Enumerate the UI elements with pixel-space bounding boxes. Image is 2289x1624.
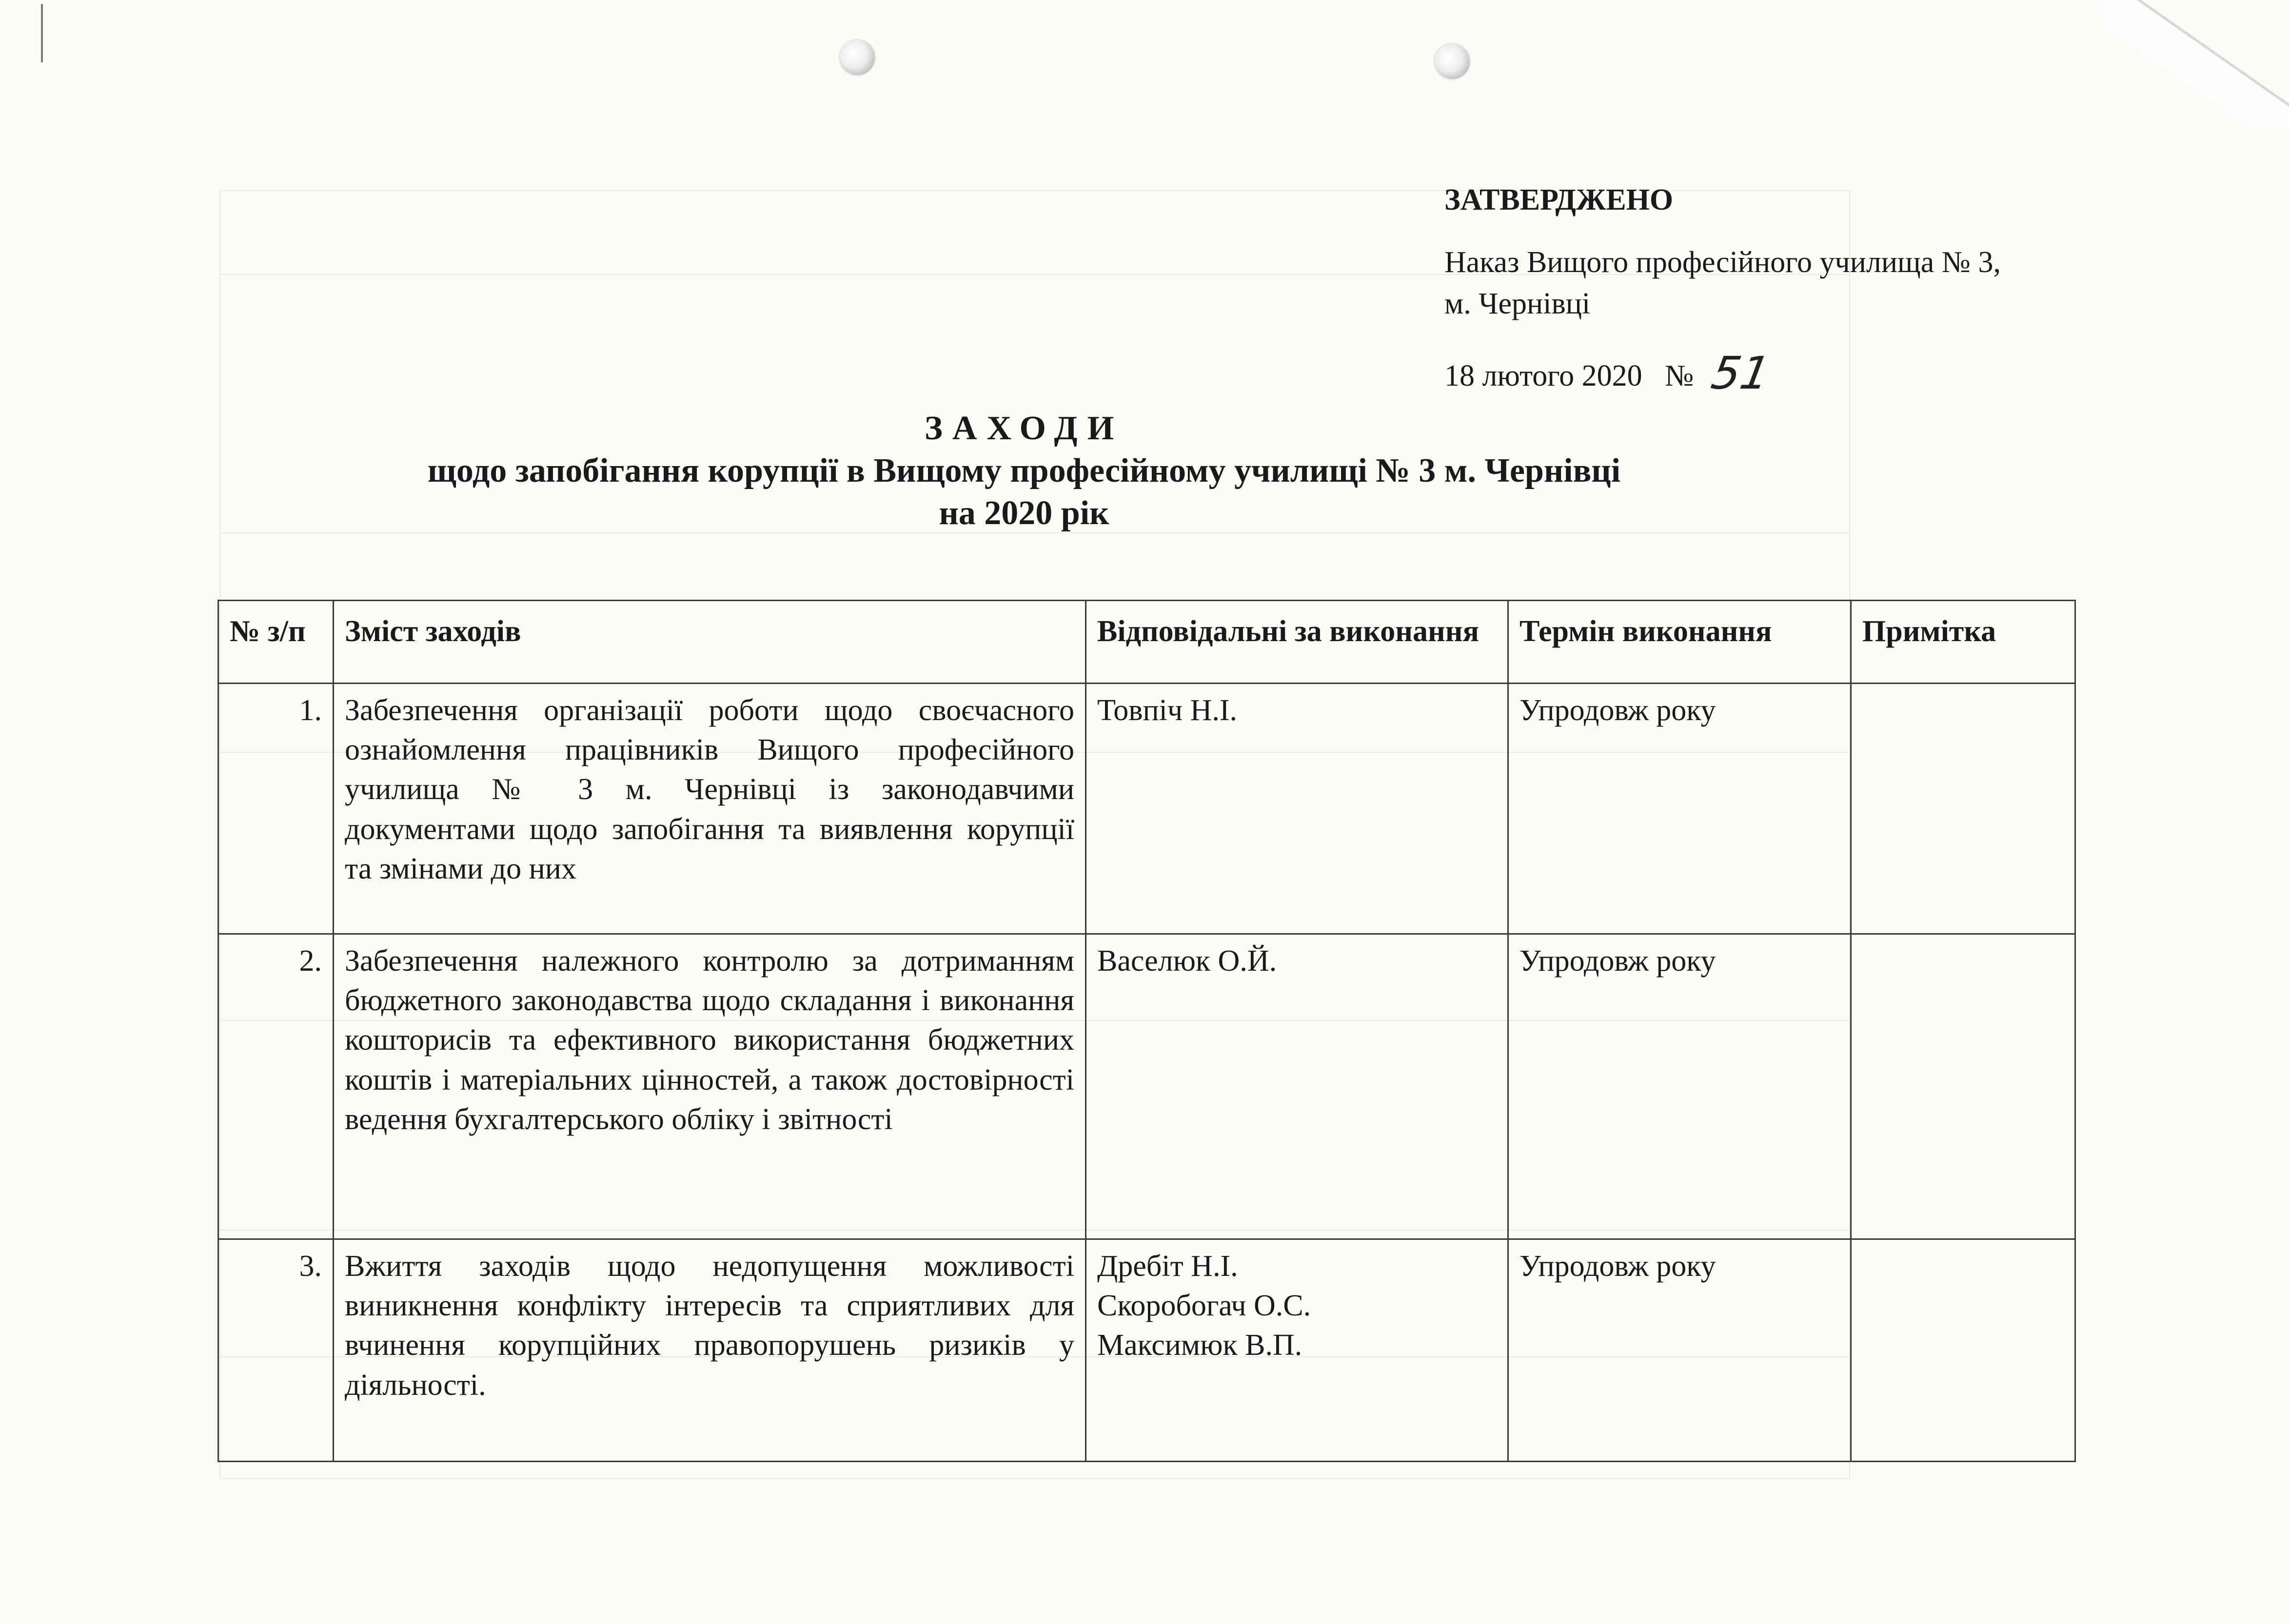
approval-date: 18 лютого 2020 <box>1444 359 1642 392</box>
table-row <box>218 1239 2075 1462</box>
title-line-2: щодо запобігання корупції в Вищому професійному училищі № 3 м. Чернівці <box>427 451 1621 489</box>
approval-heading: ЗАТВЕРДЖЕНО <box>1444 183 1674 216</box>
punch-hole <box>1435 44 1470 79</box>
row-content: Забезпечення належного контролю за дотриманням бюджетного законодавства щодо складання і виконання кошторисів та ефективного використання бюджетних коштів і матеріальних цінностей, а також достовірності ведення бухгалтерського обліку і звітності <box>334 934 1086 1239</box>
row-num: 1. <box>218 684 334 934</box>
row-num: 3. <box>218 1239 334 1462</box>
header-term: Термін виконання <box>1508 601 1851 684</box>
approval-order-line <box>1444 242 2161 283</box>
approval-number-handwritten: 51 <box>1707 347 1774 399</box>
header-note: Примітка <box>1851 601 2075 684</box>
row-note <box>1851 934 2075 1239</box>
row-responsible: Дребіт Н.І. Скоробогач О.С. Максимюк В.П. <box>1086 1239 1508 1462</box>
row-note <box>1851 684 2075 934</box>
title-line-1: ЗАХОДИ <box>924 410 1124 447</box>
row-responsible: Васелюк О.Й. <box>1086 934 1508 1239</box>
table-row <box>218 684 2075 934</box>
table-row <box>218 934 2075 1239</box>
approval-order-text: Наказ Вищого професійного училища № 3, <box>1444 246 2001 279</box>
row-term: Упродовж року <box>1508 684 1851 934</box>
row-content: Забезпечення організації роботи щодо своєчасного ознайомлення працівників Вищого професійного училища № 3 м. Чернівці із законодавчими документами щодо запобігання та виявлення корупції та змінами до них <box>334 684 1086 934</box>
approval-number-sign: № <box>1665 359 1694 392</box>
row-num: 2. <box>218 934 334 1239</box>
punch-hole <box>840 40 875 75</box>
approval-city: м. Чернівці <box>1444 287 1591 320</box>
row-responsible: Товпіч Н.І. <box>1086 684 1508 934</box>
row-content: Вжиття заходів щодо недопущення можливості виникнення конфлікту інтересів та сприятливих для вчинення корупційних правопорушень ризиків у діяльності. <box>334 1239 1086 1462</box>
table-header-row <box>218 601 2075 684</box>
approval-block <box>1444 179 2161 404</box>
row-term: Упродовж року <box>1508 1239 1851 1462</box>
title-line-3: на 2020 рік <box>939 494 1109 532</box>
measures-table <box>217 600 2076 1462</box>
header-num: № з/п <box>218 601 334 684</box>
row-note <box>1851 1239 2075 1462</box>
page-curl <box>2104 0 2289 127</box>
header-responsible: Відповідальні за виконання <box>1086 601 1508 684</box>
approval-date-line <box>1444 343 2161 404</box>
header-content: Зміст заходів <box>334 601 1086 684</box>
row-term: Упродовж року <box>1508 934 1851 1239</box>
scan-edge-mark <box>41 4 43 62</box>
document-title <box>293 408 1756 534</box>
